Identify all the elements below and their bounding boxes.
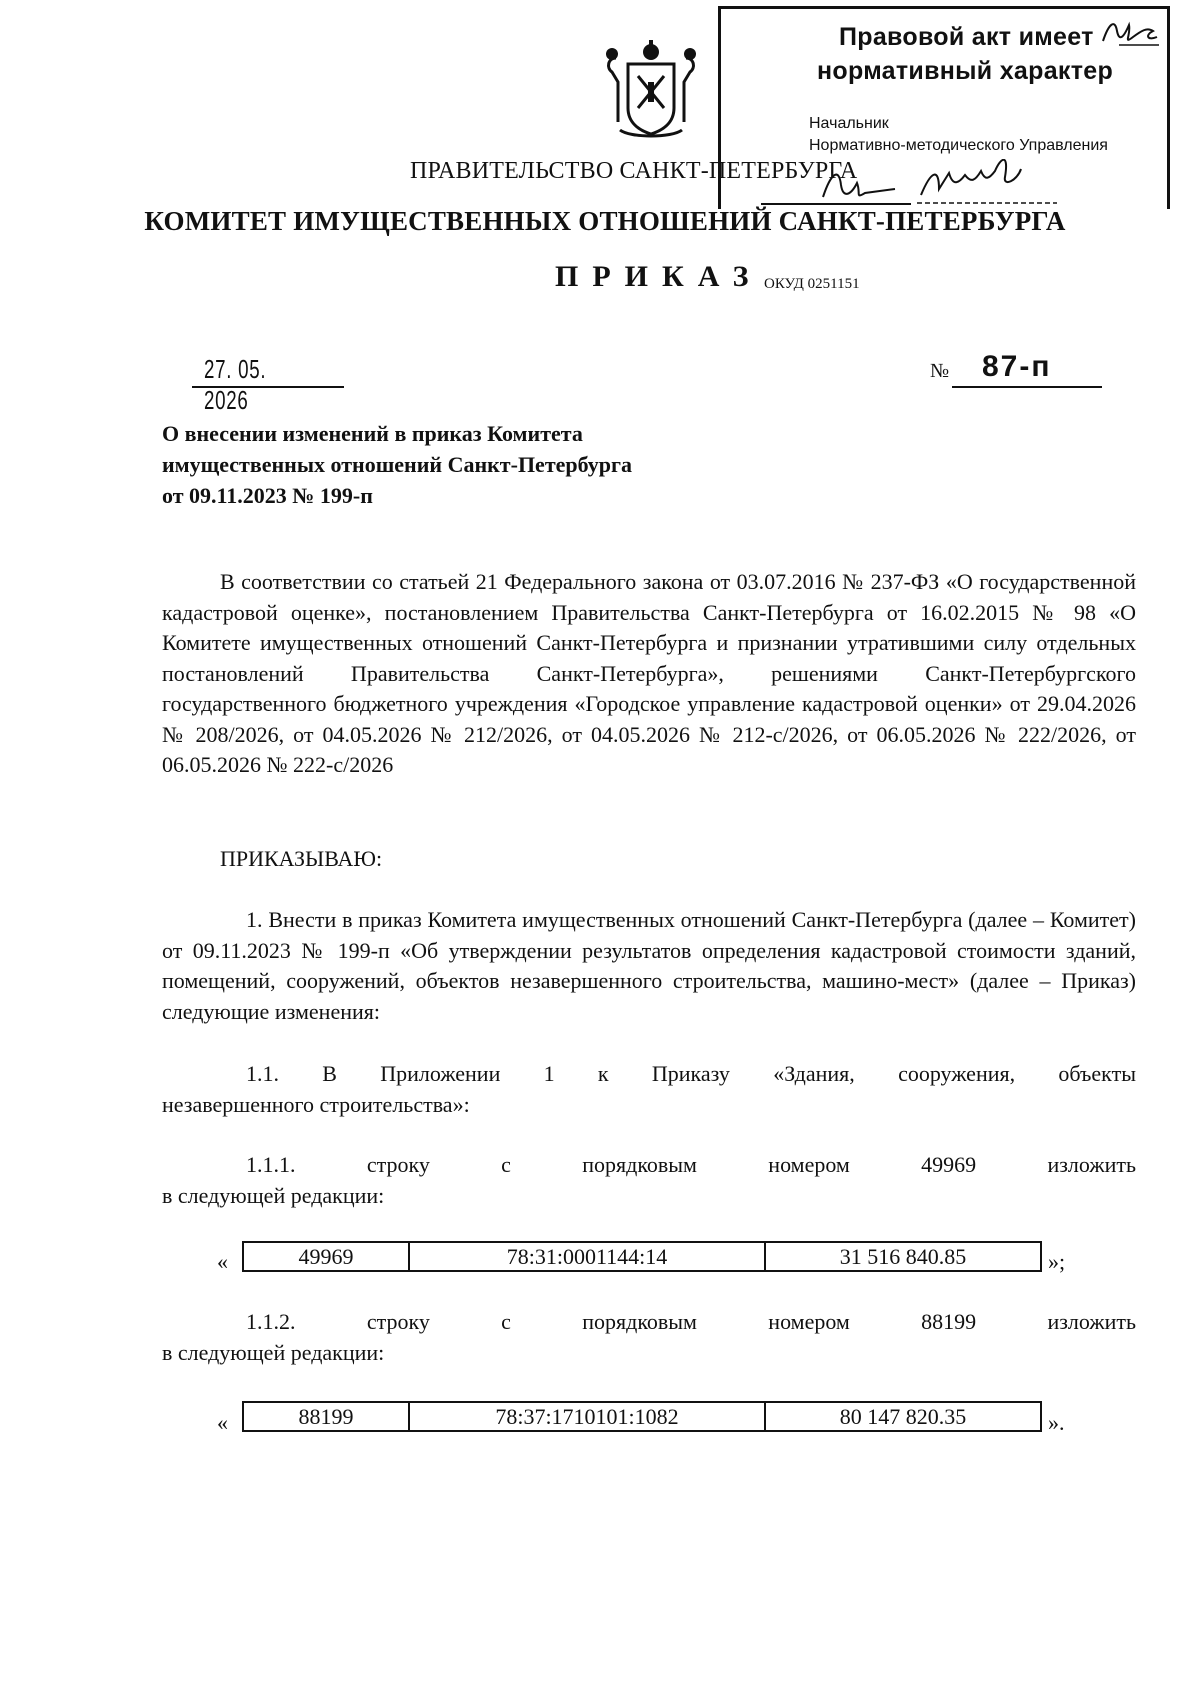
table-row [243,1242,1041,1271]
item-1-1-1-line [246,1152,1136,1178]
word: изложить [1047,1309,1136,1334]
item-1-paragraph: 1. Внести в приказ Комитета имущественных отношений Санкт-Петербурга (далее – Комитет) от 09.11.2023 № 199-п «Об утверждении результатов определения кадастровой стоимости зданий, помещений, сооружений, объектов незавершенного строительства, машино-мест» (далее – Приказ) следующие изменения: [162,907,1136,1024]
word: объекты [1058,1061,1136,1086]
close-quote: »; [1048,1249,1066,1274]
item-1-1-1-continuation: в следующей редакции: [162,1183,385,1208]
preamble-paragraph [162,567,1136,781]
order-date: 27. 05. 2026 [204,354,267,415]
orders-heading: ПРИКАЗЫВАЮ: [220,846,383,871]
word: 88199 [921,1309,977,1334]
word: 1.1. [246,1061,279,1086]
word: номером [768,1152,850,1177]
cadastral-value-cell: 31 516 840.85 [765,1242,1041,1271]
stamp-text: нормативный характер [817,57,1114,85]
initials-signature-icon [1099,15,1167,55]
cadastral-value-cell: 80 147 820.35 [765,1402,1041,1431]
order-number: 87-п [982,350,1052,383]
word: 1.1.2. [246,1309,296,1334]
item-1-1-2-line [246,1309,1136,1335]
subject-line: имущественных отношений Санкт-Петербурга [162,452,633,477]
table-row [243,1402,1041,1431]
signature-line [761,203,911,205]
stamp-position: Начальник [809,115,889,132]
word: строку [366,1152,430,1177]
stamp-text: Правовой акт имеет [839,23,1094,51]
stamp-department: Нормативно-методического Управления [809,137,1108,154]
word: «Здания, [773,1061,855,1086]
row-number-cell: 49969 [243,1242,409,1271]
open-quote: « [217,1249,228,1274]
document-type-title: ПРИКАЗ [555,260,763,293]
committee-name: КОМИТЕТ ИМУЩЕСТВЕННЫХ ОТНОШЕНИЙ САНКТ-ПЕТЕРБУРГА [144,206,1066,236]
word: с [501,1309,511,1334]
subject-line: О внесении изменений в приказ Комитета [162,421,583,446]
word: 49969 [921,1152,977,1177]
order-subject [162,418,762,511]
word: номером [768,1309,850,1334]
replacement-row-table [242,1401,1042,1432]
word: строку [366,1309,430,1334]
word: к [597,1061,609,1086]
open-quote: « [217,1410,228,1435]
word: сооружения, [898,1061,1016,1086]
cadastral-number-cell: 78:31:0001144:14 [409,1242,765,1271]
replacement-row-table [242,1241,1042,1272]
item-1-1-continuation: незавершенного строительства»: [162,1092,470,1117]
close-quote: ». [1048,1410,1065,1435]
word: Приказу [651,1061,730,1086]
number-sign: № [930,360,950,382]
number-field [952,352,1102,388]
government-name: ПРАВИТЕЛЬСТВО САНКТ-ПЕТЕРБУРГА [410,158,858,184]
item-1-1-line [246,1061,1136,1087]
word: 1.1.1. [246,1152,296,1177]
coat-of-arms-icon [598,38,704,142]
word: В [322,1061,337,1086]
word: Приложении [380,1061,501,1086]
subject-line: от 09.11.2023 № 199-п [162,483,373,508]
okud-code: ОКУД 0251151 [764,276,860,292]
item-1-1-2-continuation: в следующей редакции: [162,1340,385,1365]
word: порядковым [582,1152,697,1177]
word: 1 [543,1061,555,1086]
word: с [501,1152,511,1177]
word: изложить [1047,1152,1136,1177]
date-field [192,352,344,415]
cadastral-number-cell: 78:37:1710101:1082 [409,1402,765,1431]
word: порядковым [582,1309,697,1334]
row-number-cell: 88199 [243,1402,409,1431]
preamble-text: В соответствии со статьей 21 Федерального закона от 03.07.2016 № 237-ФЗ «О государственной кадастровой оценке», постановлением Правительства Санкт-Петербурга от 16.02.2015 № 98 «О Комитете имущественных отношений Санкт-Петербурга и признании утратившими силу отдельных постановлений Правительства Санкт-Петербурга», решениями Санкт-Петербургского государственного бюджетного учреждения «Городское управление кадастровой оценки» от 29.04.2026 № 208/2026, от 04.05.2026 № 212/2026, от 04.05.2026 № 212-с/2026, от 06.05.2026 № 222/2026, от 06.05.2026 № 222-с/2026 [162,569,1136,777]
